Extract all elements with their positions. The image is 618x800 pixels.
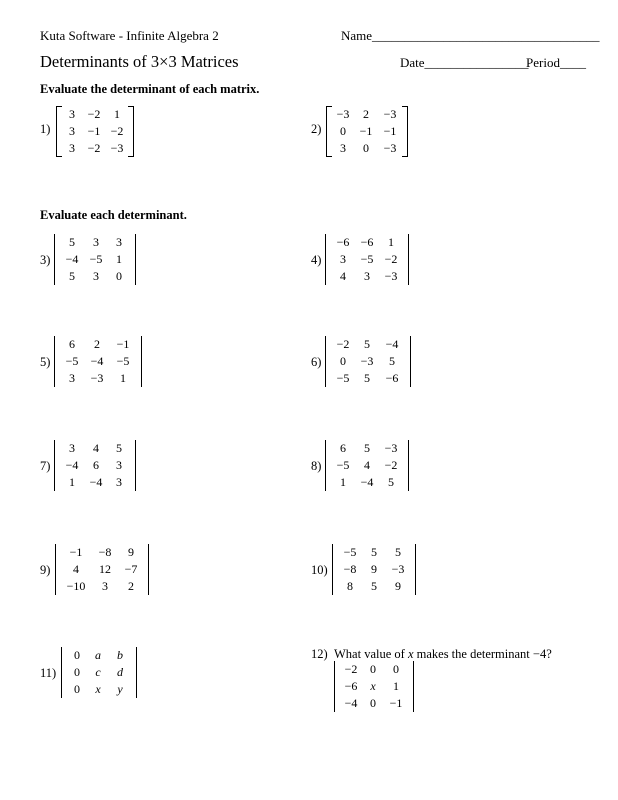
matrix-cell: 3: [116, 235, 122, 249]
matrix-cell: 2: [94, 337, 100, 351]
section-instruction-matrix: Evaluate the determinant of each matrix.: [40, 82, 260, 96]
matrix-cell: −1: [116, 337, 130, 351]
matrix-cell: −4: [360, 475, 374, 489]
matrix-cell: y: [117, 682, 123, 696]
matrix-cell: −1: [69, 545, 83, 559]
matrix-cell: 0: [340, 354, 346, 368]
matrix-cell: 0: [74, 682, 80, 696]
matrix-cell: −3: [360, 354, 374, 368]
matrix-cell: 5: [364, 441, 370, 455]
problem-12-prompt: [334, 647, 552, 662]
matrix-cell: −3: [90, 371, 104, 385]
matrix-cell: −1: [389, 696, 403, 710]
problem-number: 11): [40, 666, 57, 680]
matrix-cell: 6: [69, 337, 75, 351]
problem-number: 6): [311, 355, 322, 369]
matrix-cell: −5: [89, 252, 103, 266]
matrix-cell: 4: [364, 458, 370, 472]
matrix-cell: b: [117, 648, 123, 662]
matrix-cell: −5: [336, 371, 350, 385]
matrix-cell: −5: [65, 354, 79, 368]
section-instruction-determinant: Evaluate each determinant.: [40, 208, 187, 222]
matrix-cell: 1: [388, 235, 394, 249]
determinant: [61, 647, 137, 698]
determinant: [54, 336, 142, 387]
matrix-cell: 3: [69, 107, 75, 121]
matrix-cell: −10: [66, 579, 86, 593]
matrix-cell: −3: [384, 269, 398, 283]
page-title: Determinants of 3×3 Matrices: [40, 52, 239, 71]
problem-number: 5): [40, 355, 51, 369]
publisher-label: Kuta Software - Infinite Algebra 2: [40, 28, 219, 43]
matrix-cell: 3: [116, 458, 122, 472]
matrix-cell: −8: [343, 562, 357, 576]
determinant: [325, 440, 409, 491]
matrix-cell: −4: [65, 252, 79, 266]
prompt-text-pre: What value of: [334, 647, 408, 661]
matrix-cell: 5: [69, 235, 75, 249]
problem-number: 7): [40, 459, 51, 473]
determinant: [325, 234, 409, 285]
matrix-cell: 0: [74, 665, 80, 679]
matrix-cell: −4: [89, 475, 103, 489]
matrix-cell: 5: [388, 475, 394, 489]
matrix-cell: −1: [87, 124, 101, 138]
matrix-cell: −8: [98, 545, 112, 559]
matrix-cell: −2: [110, 124, 124, 138]
determinant: [334, 661, 414, 712]
matrix-cell: 9: [128, 545, 134, 559]
matrix-cell: −7: [124, 562, 138, 576]
matrix-cell: 5: [389, 354, 395, 368]
matrix-cell: −4: [344, 696, 358, 710]
matrix-cell: −1: [359, 124, 373, 138]
problem-number: 8): [311, 459, 322, 473]
matrix-cell: −3: [383, 141, 397, 155]
matrix-cell: 5: [116, 441, 122, 455]
matrix-cell: −2: [384, 458, 398, 472]
problem-number: 12): [311, 647, 328, 661]
matrix-cell: 6: [340, 441, 346, 455]
matrix-cell: 2: [363, 107, 369, 121]
matrix-cell: 3: [340, 252, 346, 266]
matrix-cell: −2: [384, 252, 398, 266]
matrix-cell: 1: [393, 679, 399, 693]
matrix-cell: 1: [116, 252, 122, 266]
matrix-cell: c: [95, 665, 101, 679]
matrix-cell: −3: [391, 562, 405, 576]
matrix-cell: a: [95, 648, 101, 662]
matrix-cell: 6: [93, 458, 99, 472]
matrix-cell: −2: [344, 662, 358, 676]
matrix-cell: 3: [364, 269, 370, 283]
problem-number: 3): [40, 253, 51, 267]
matrix-cell: −3: [336, 107, 350, 121]
matrix-cell: −4: [90, 354, 104, 368]
determinant: [54, 440, 136, 491]
determinant: [55, 544, 149, 595]
matrix-cell: 12: [99, 562, 111, 576]
matrix-cell: 3: [69, 141, 75, 155]
matrix-cell: x: [370, 679, 376, 693]
matrix-cell: −5: [336, 458, 350, 472]
matrix-cell: d: [117, 665, 123, 679]
matrix: [326, 106, 408, 157]
determinant: [325, 336, 411, 387]
matrix-cell: 0: [116, 269, 122, 283]
matrix-cell: 9: [371, 562, 377, 576]
date-field[interactable]: Date________________: [400, 55, 529, 70]
matrix-cell: 5: [364, 337, 370, 351]
matrix-cell: 4: [73, 562, 79, 576]
matrix-cell: −3: [384, 441, 398, 455]
problem-number: 2): [311, 122, 322, 136]
problem-number: 9): [40, 563, 51, 577]
matrix-cell: 5: [364, 371, 370, 385]
matrix-cell: x: [95, 682, 101, 696]
matrix-cell: 0: [370, 662, 376, 676]
prompt-text-post: makes the determinant −4?: [413, 647, 552, 661]
period-field[interactable]: Period____: [526, 55, 586, 70]
matrix-cell: 1: [120, 371, 126, 385]
matrix-cell: 2: [128, 579, 134, 593]
matrix-cell: 8: [347, 579, 353, 593]
matrix-cell: 5: [395, 545, 401, 559]
name-field[interactable]: Name___________________________________: [341, 28, 600, 43]
matrix-cell: 3: [340, 141, 346, 155]
prompt-variable: x: [407, 647, 414, 661]
matrix-cell: −5: [360, 252, 374, 266]
matrix-cell: −4: [385, 337, 399, 351]
matrix-cell: 3: [93, 235, 99, 249]
matrix-cell: 9: [395, 579, 401, 593]
matrix-cell: 0: [74, 648, 80, 662]
matrix-cell: −2: [336, 337, 350, 351]
matrix-cell: 0: [340, 124, 346, 138]
matrix: [56, 106, 134, 157]
matrix-cell: 1: [114, 107, 120, 121]
matrix-cell: 1: [69, 475, 75, 489]
matrix-cell: 5: [371, 579, 377, 593]
matrix-cell: −6: [385, 371, 399, 385]
matrix-cell: −6: [336, 235, 350, 249]
matrix-cell: 3: [69, 441, 75, 455]
matrix-cell: 4: [93, 441, 99, 455]
matrix-cell: −2: [87, 141, 101, 155]
matrix-cell: 3: [69, 371, 75, 385]
matrix-cell: 4: [340, 269, 346, 283]
matrix-cell: −4: [65, 458, 79, 472]
matrix-cell: −1: [383, 124, 397, 138]
matrix-cell: 1: [340, 475, 346, 489]
matrix-cell: 3: [116, 475, 122, 489]
matrix-cell: 3: [102, 579, 108, 593]
matrix-cell: 0: [393, 662, 399, 676]
matrix-cell: 0: [370, 696, 376, 710]
determinant: [54, 234, 136, 285]
matrix-cell: −5: [116, 354, 130, 368]
matrix-cell: −6: [344, 679, 358, 693]
matrix-cell: −3: [383, 107, 397, 121]
matrix-cell: 0: [363, 141, 369, 155]
matrix-cell: −2: [87, 107, 101, 121]
matrix-cell: 3: [69, 124, 75, 138]
matrix-cell: −3: [110, 141, 124, 155]
matrix-cell: 3: [93, 269, 99, 283]
matrix-cell: 5: [69, 269, 75, 283]
problem-number: 10): [311, 563, 328, 577]
matrix-cell: 5: [371, 545, 377, 559]
problem-number: 1): [40, 122, 51, 136]
determinant: [332, 544, 416, 595]
matrix-cell: −6: [360, 235, 374, 249]
matrix-cell: −5: [343, 545, 357, 559]
problem-number: 4): [311, 253, 322, 267]
